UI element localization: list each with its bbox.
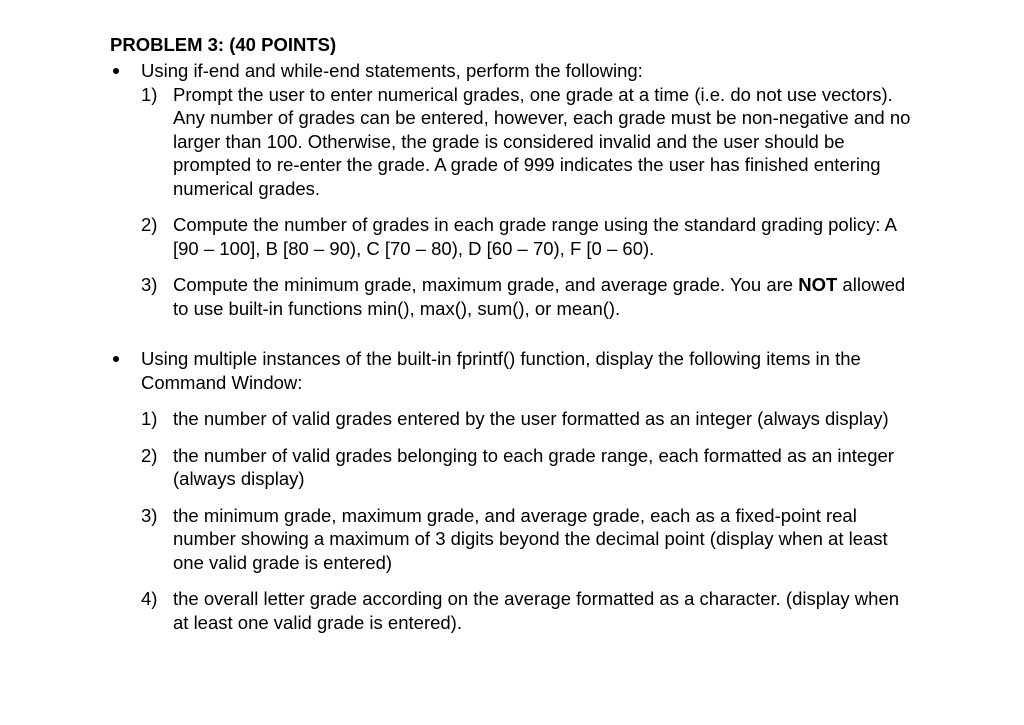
- list-item: [110, 444, 913, 491]
- item-text-part: Compute the minimum grade, maximum grade, and average grade. You are: [173, 274, 799, 295]
- item-number: 3): [141, 504, 158, 526]
- item-number: 4): [141, 588, 158, 609]
- item-text: the overall letter grade according on the average formatted as a character. (display when at least one valid grade is entered).: [173, 588, 900, 633]
- section-fprintf: [110, 347, 940, 634]
- item-text: the number of valid grades belonging to each grade range, each formatted as an integer (always display): [173, 444, 894, 489]
- item-text: Prompt the user to enter numerical grades, one grade at a time (i.e. do not use vectors). Any number of grades can be entered, however, each grade must be non-negative and no larger than 100. Otherwise, the grade is considered invalid and the user should be prompted to re-enter the grade. A grade of 999 indicates the user has finished entering numerical grades.: [173, 83, 911, 199]
- list-item: [110, 504, 913, 575]
- item-number: 2): [141, 214, 158, 235]
- section-2-intro-text: Using multiple instances of the built-in fprintf() function, display the following items in the Command Window:: [141, 348, 861, 393]
- bullet-icon: [113, 68, 119, 74]
- item-text: Compute the number of grades in each grade range using the standard grading policy: A [90 – 100], B [80 – 90), C [70 – 80), D [60 – 70), F [0 – 60).: [173, 214, 896, 259]
- section-2-intro: [110, 347, 940, 394]
- list-item: [110, 587, 913, 634]
- emphasis-not: NOT: [798, 274, 838, 295]
- list-item: [110, 273, 913, 320]
- section-1-intro-text: Using if-end and while-end statements, perform the following:: [141, 60, 643, 81]
- item-text-part: allowed to use built-in functions min(), max(), sum(), or mean().: [173, 274, 906, 319]
- item-number: 2): [141, 444, 158, 466]
- list-item: [110, 407, 913, 431]
- item-number: 3): [141, 274, 158, 295]
- section-if-while: [110, 59, 940, 320]
- item-text: the minimum grade, maximum grade, and average grade, each as a fixed-point real number showing a maximum of 3 digits beyond the decimal point (display when at least one valid grade is entered): [173, 504, 888, 573]
- bullet-icon: [113, 356, 119, 362]
- section-1-intro: [110, 59, 940, 83]
- item-number: 1): [141, 408, 158, 429]
- item-text: [173, 274, 905, 319]
- list-item: [110, 213, 913, 260]
- problem-title: PROBLEM 3: (40 POINTS): [110, 34, 337, 55]
- list-item: [110, 83, 913, 201]
- item-number: 1): [141, 83, 158, 105]
- item-text: the number of valid grades entered by the user formatted as an integer (always display): [173, 408, 889, 429]
